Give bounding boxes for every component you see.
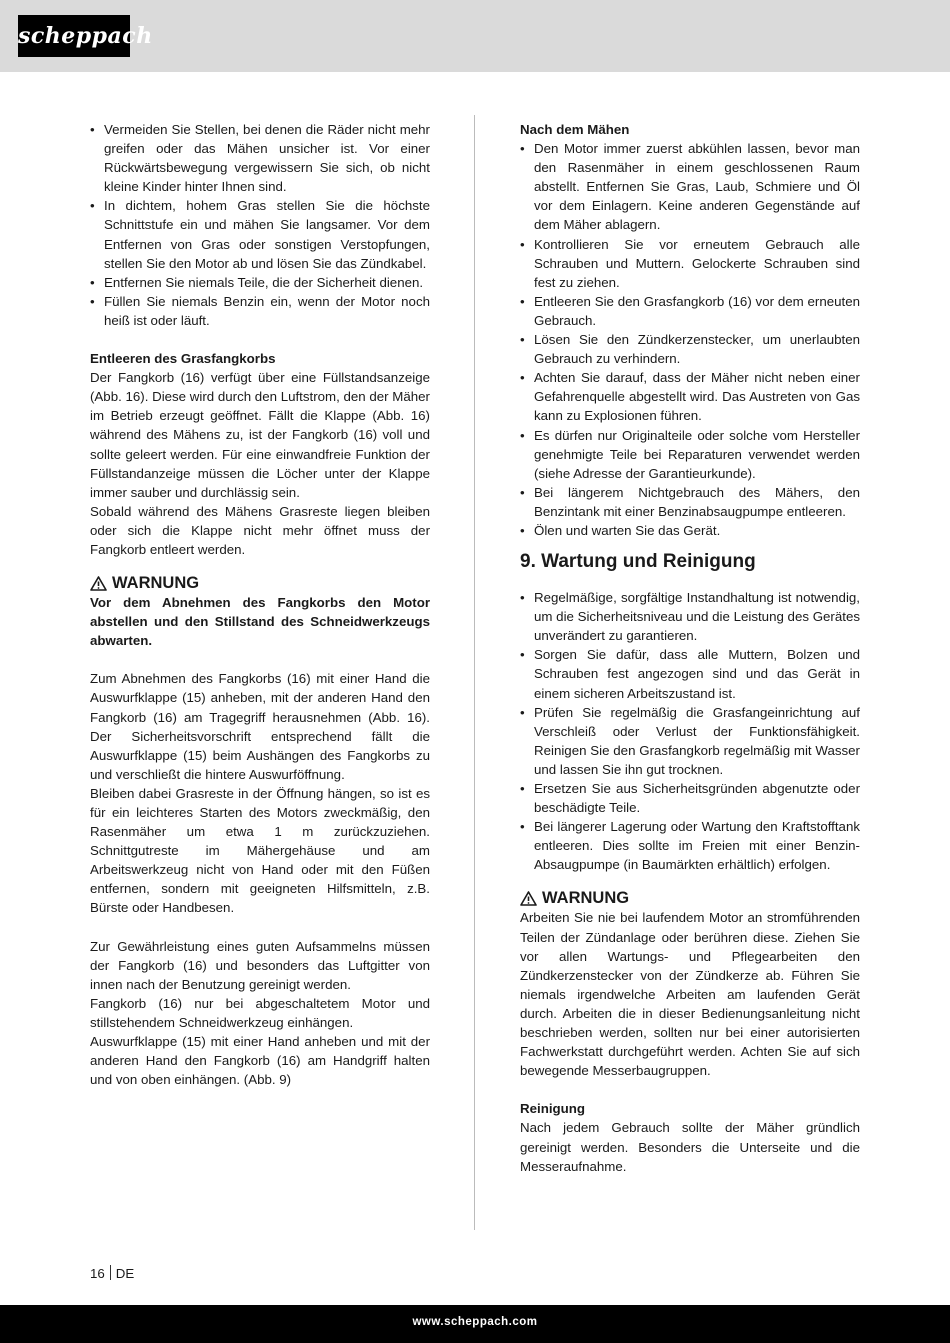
separator [110,1265,111,1280]
paragraph: Nach jedem Gebrauch sollte der Mäher gründlich gereinigt werden. Besonders die Unterseite und die Messeraufnahme. [520,1120,860,1174]
right-column [520,120,860,1176]
list-item: • Ersetzen Sie aus Sicherheitsgründen abgenutzte oder beschädigte Teile. [520,779,860,817]
list-item: • Füllen Sie niemals Benzin ein, wenn der Motor noch heiß ist oder läuft. [90,292,430,330]
warning-heading [520,888,860,908]
page-number-value: 16 [90,1266,105,1281]
page-header [0,0,950,72]
language-code: DE [115,1266,135,1281]
warning-triangle-icon [90,576,107,591]
warning-text: Vor dem Abnehmen des Fangkorbs den Motor abstellen und den Stillstand des Schneidwerkzeugs abwarten. [90,595,430,649]
warning-triangle-icon [520,891,537,906]
list-item: • Den Motor immer zuerst abkühlen lassen, bevor man den Rasenmäher in einem geschlossenen Raum abstellt. Entfernen Sie Gras, Laub, Schmiere und Öl vor dem Einlagern. Keine anderen Gegenstände auf dem Mäher ablagern. [520,139,860,234]
list-item: • Achten Sie darauf, dass der Mäher nicht neben einer Gefahrenquelle abgestellt wird. Das Austreten von Gas kann zu Explosionen führen. [520,368,860,425]
paragraph: Auswurfklappe (15) mit einer Hand anheben und mit der anderen Hand den Fangkorb (16) am Handgriff halten und von oben einhängen. (Abb. 9) [90,1034,430,1088]
page-number [90,1265,134,1281]
warning-title: WARNUNG [112,574,200,593]
list-item: • Ölen und warten Sie das Gerät. [520,521,860,540]
list-item: • Kontrollieren Sie vor erneutem Gebrauch alle Schrauben und Muttern. Gelockerte Schrauben sind fest zu ziehen. [520,235,860,292]
list-item: • In dichtem, hohem Gras stellen Sie die höchste Schnittstufe ein und mähen Sie langsamer. Vor dem Entfernen von Gras oder sonstigen Verstopfungen, stellen Sie den Motor ab und lösen Sie das Zündkabel. [90,196,430,272]
list-item: • Lösen Sie den Zündkerzenstecker, um unerlaubten Gebrauch zu verhindern. [520,330,860,368]
after-mowing-list [520,139,860,540]
paragraph: Zum Abnehmen des Fangkorbs (16) mit einer Hand die Auswurfklappe (15) anheben, mit der anderen Hand den Fangkorb (16) am Tragegriff herausnehmen (Abb. 16). Der Sicherheitsvorschrift entsprechend fällt die Auswurfklappe (15) beim Aushängen des Fangkorbs zu und verschließt die hintere Auswurföffnung. [90,671,430,782]
section-heading: Entleeren des Grasfangkorbs [90,351,276,367]
safety-bullet-list [90,120,430,330]
scheppach-logo: scheppach [18,15,130,57]
paragraph: Zur Gewährleistung eines guten Aufsammelns müssen der Fangkorb (16) und besonders das Luftgitter von innen nach der Benutzung gereinigt werden. [90,938,430,992]
list-item: • Prüfen Sie regelmäßig die Grasfangeinrichtung auf Verschleiß oder Verlust der Funktionsfähigkeit. Reinigen Sie den Grasfangkorb regelmäßig mit Wasser und lassen Sie ihn gut trocknen. [520,703,860,779]
warning-heading [90,573,430,593]
list-item: • Entleeren Sie den Grasfangkorb (16) vor dem erneuten Gebrauch. [520,292,860,330]
paragraph: Bleiben dabei Grasreste in der Öffnung hängen, so ist es für ein leichteres Starten des Motors zweckmäßig, den Rasenmäher um etwa 1 m zurückzuziehen. Schnittgutreste im Mähergehäuse und am Arbeitswerkzeug nicht von Hand oder mit den Füßen entfernen, sondern mit geeigneten Hilfsmitteln, z.B. Bürste oder Handbesen. [90,785,430,916]
list-item: • Entfernen Sie niemals Teile, die der Sicherheit dienen. [90,273,430,292]
paragraph: Fangkorb (16) nur bei abgeschaltetem Motor und stillstehendem Schneidwerkzeug einhängen. [90,995,430,1030]
section-heading: Nach dem Mähen [520,122,630,137]
warning-text: Arbeiten Sie nie bei laufendem Motor an stromführenden Teilen der Zündanlage oder berühren diese. Ziehen Sie vor allen Wartungs- und Pflegearbeiten den Zündkerzenstecker von der Zündkerze ab. Führen Sie niemals irgendwelche Arbeiten am laufenden Gerät durch. Arbeiten die in dieser Bedienungsanleitung nicht beschrieben werden, sollten nur bei einer autorisierten Fachwerkstatt durchgeführt werden. Achten Sie auf sich bewegende Messerbaugruppen. [520,910,860,1079]
maintenance-list [520,588,860,874]
chapter-heading: 9. Wartung und Reinigung [520,551,756,573]
left-column [90,120,430,1089]
paragraph: Der Fangkorb (16) verfügt über eine Füllstandsanzeige (Abb. 16). Diese wird durch den Luftstrom, den der Mäher im Betrieb erzeugt geöffnet. Fällt die Klappe (Abb. 16) während des Mähens zu, ist der Fangkorb (16) voll und sollte geleert werden. Für eine einwandfreie Funktion der Füllstandanzeige müssen die Löcher unter der Klappe immer sauber und durchlässig sein. [90,370,430,500]
list-item: • Bei längerem Nichtgebrauch des Mähers, den Benzintank mit einer Benzinabsaugpumpe entleeren. [520,483,860,521]
list-item: • Es dürfen nur Originalteile oder solche vom Hersteller genehmigte Teile bei Reparaturen verwendet werden (siehe Adresse der Garantieurkunde). [520,426,860,483]
website-link[interactable]: www.scheppach.com [412,1316,538,1328]
section-heading: Reinigung [520,1101,585,1117]
list-item: • Vermeiden Sie Stellen, bei denen die Räder nicht mehr greifen oder das Mähen unsicher ist. Vor einer Rückwärtsbewegung vergewissern Sie sich, ob nicht kleine Kinder hinter Ihnen sind. [90,120,430,196]
paragraph: Sobald während des Mähens Grasreste liegen bleiben oder sich die Klappe nicht mehr öffnet muss der Fangkorb entleert werden. [90,503,430,557]
list-item: • Sorgen Sie dafür, dass alle Muttern, Bolzen und Schrauben fest angezogen sind und das Gerät in einem sicheren Arbeitszustand ist. [520,645,860,702]
warning-title: WARNUNG [542,889,630,908]
column-divider [474,115,475,1230]
list-item: • Regelmäßige, sorgfältige Instandhaltung ist notwendig, um die Sicherheitsniveau und die Leistung des Gerätes unverändert zu garantieren. [520,588,860,645]
page-footer [0,1305,950,1343]
list-item: • Bei längerer Lagerung oder Wartung den Kraftstofftank entleeren. Dies sollte im Freien mit einer Benzin-Absaugpumpe (in Baumärkten erhältlich) erfolgen. [520,817,860,874]
